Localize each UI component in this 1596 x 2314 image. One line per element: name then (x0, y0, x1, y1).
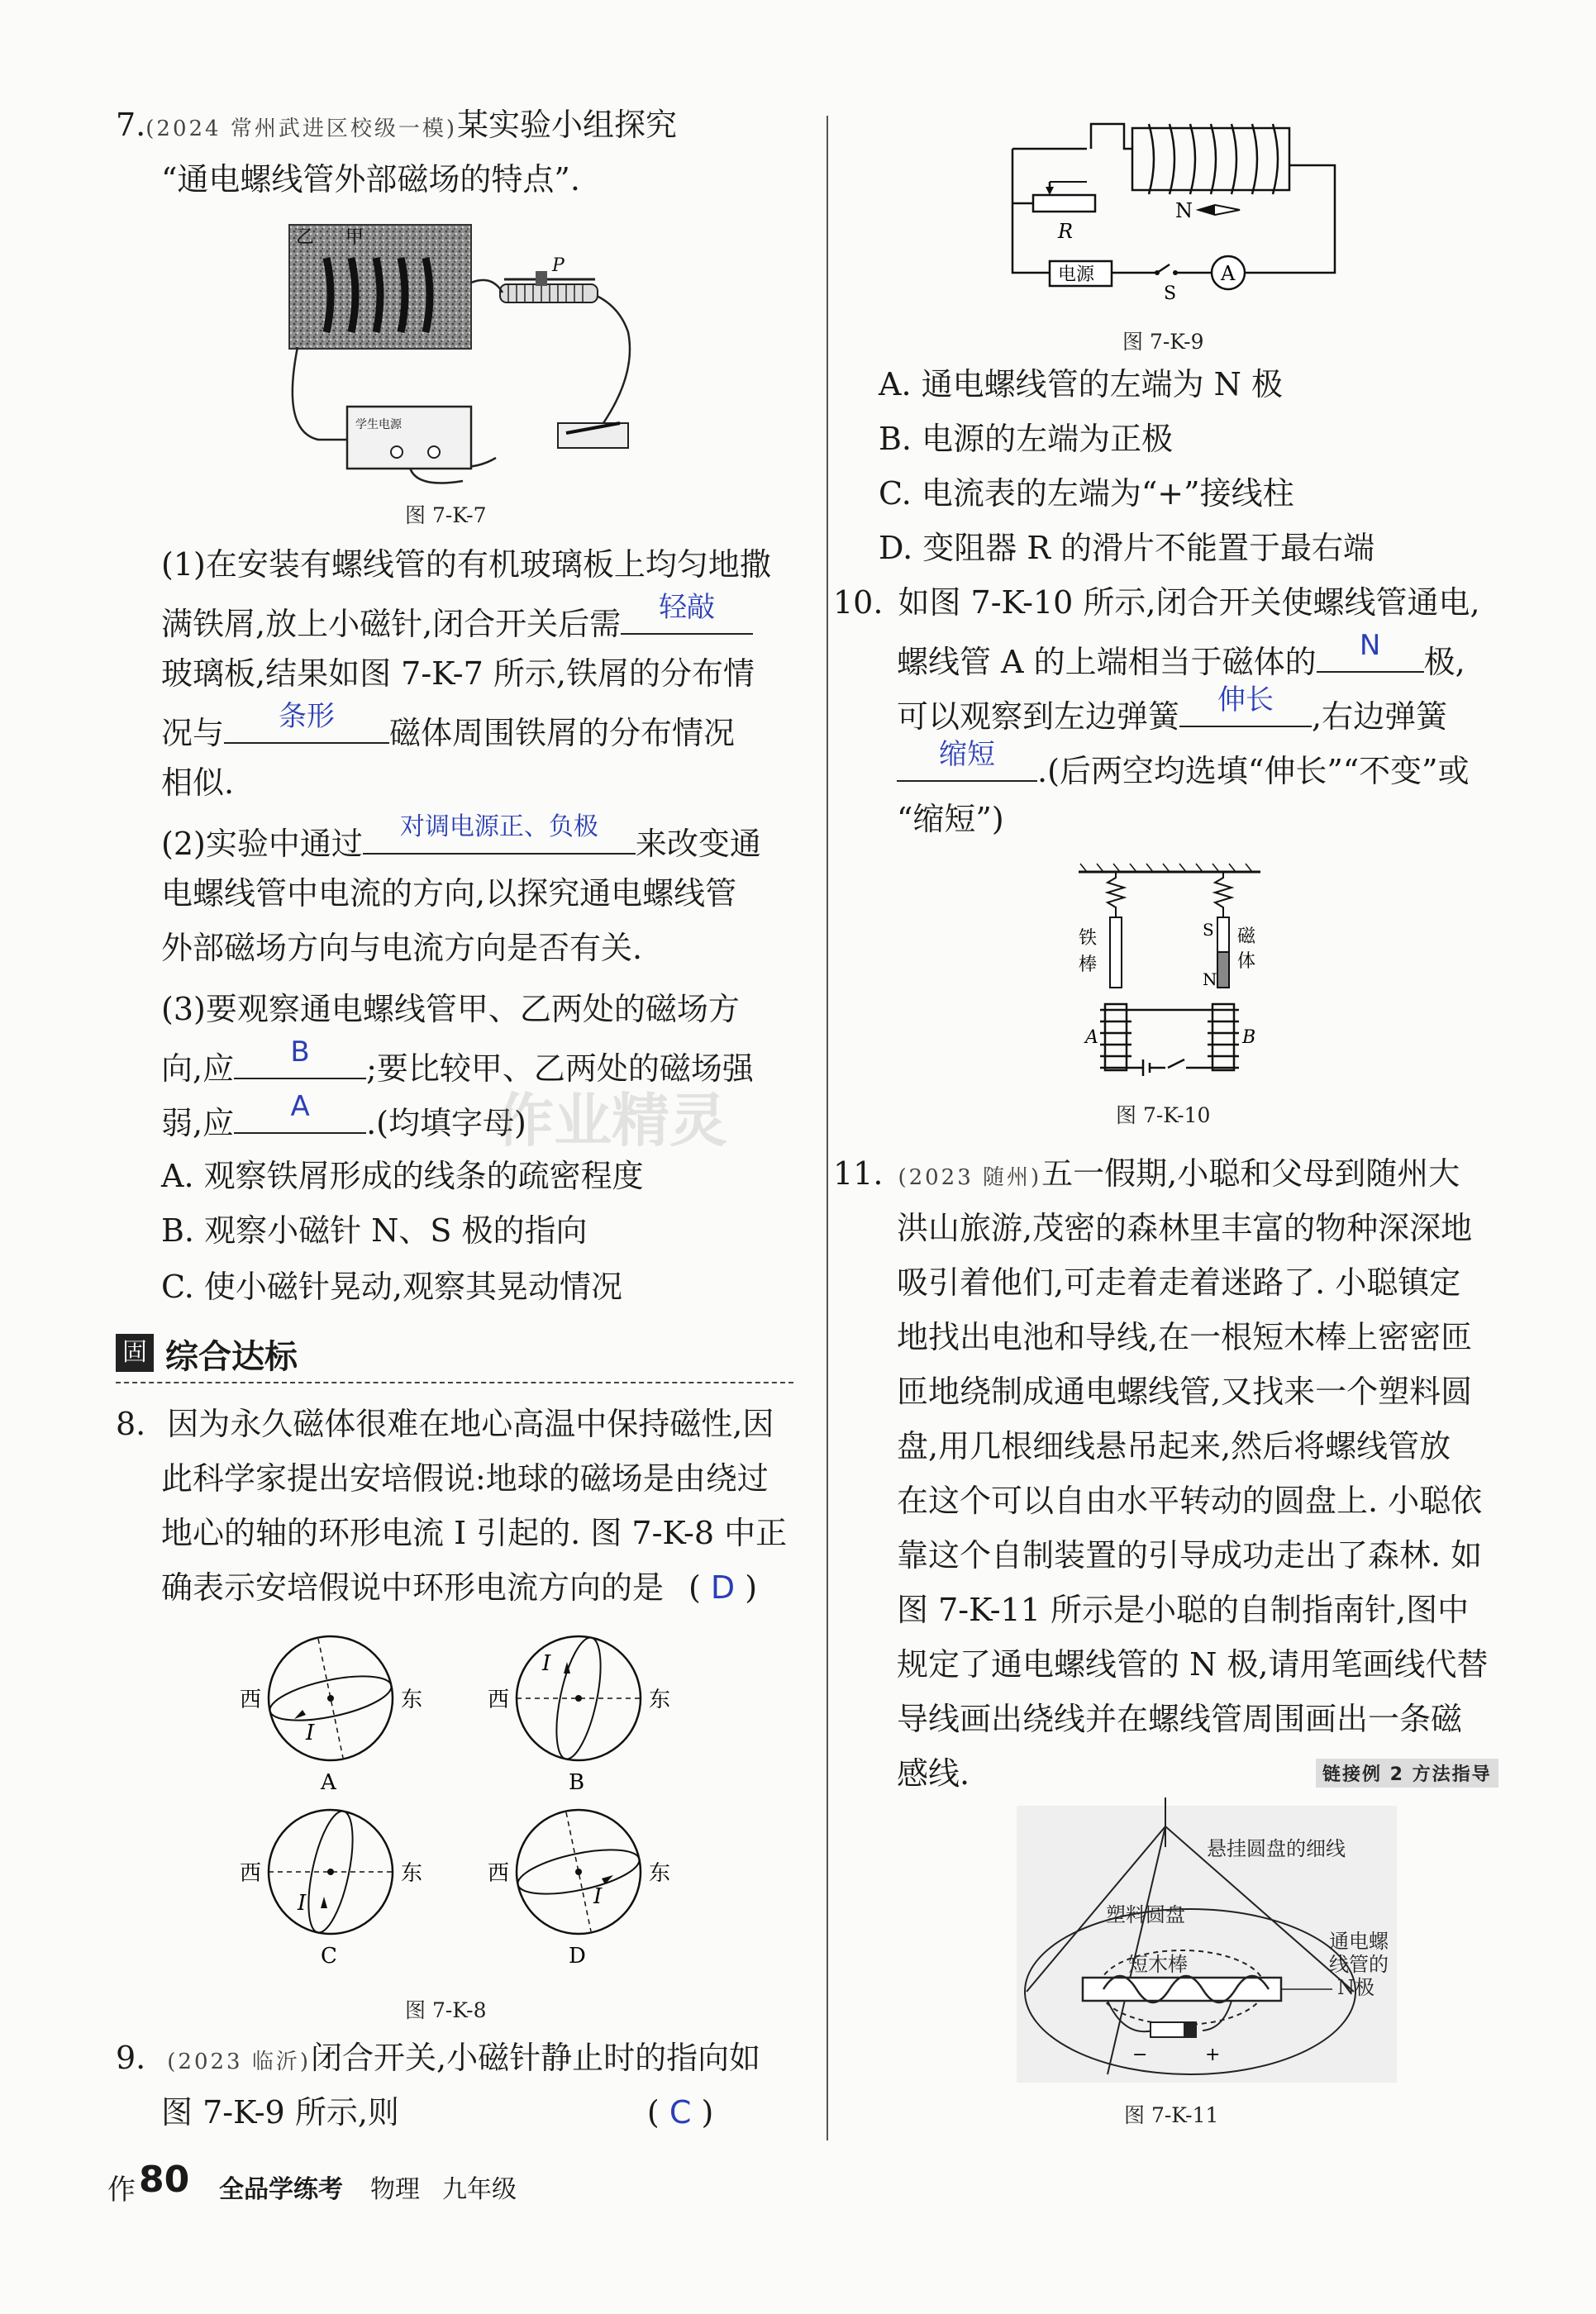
q11-line2: 洪山旅游,茂密的森林里丰富的物种深深地 (897, 1210, 1473, 1246)
solenoid-tube (1132, 128, 1289, 190)
q8-line3: 地心的轴的环形电流 I 引起的. 图 7-K-8 中正 (161, 1515, 788, 1551)
q10-line3: 可以观察到左边弹簧 伸长 ,右边弹簧 (897, 683, 1448, 735)
q9-option-b: B. 电源的左端为正极 (879, 421, 1174, 457)
q7-p2-line2: 电螺线管中电流的方向,以探究通电螺线管 (161, 875, 737, 912)
svg-text:线管的: 线管的 (1329, 1953, 1389, 1976)
right-spring (1215, 872, 1232, 917)
svg-text:B: B (569, 1770, 585, 1795)
svg-text:短木棒: 短木棒 (1128, 1953, 1188, 1976)
svg-text:A: A (1085, 1027, 1098, 1048)
q11-line10: 规定了通电螺线管的 N 极,请用笔画线代替 (897, 1646, 1489, 1683)
svg-text:西: 西 (488, 1688, 510, 1712)
svg-text:N极: N极 (1337, 1976, 1374, 1999)
svg-text:I: I (593, 1884, 603, 1909)
q11-line7: 在这个可以自由水平转动的圆盘上. 小聪依 (897, 1483, 1483, 1519)
svg-text:铁: 铁 (1079, 928, 1098, 949)
magnet-s (1217, 917, 1229, 952)
svg-text:A: A (1221, 262, 1236, 285)
blank-7-1-a: 轻敲 (621, 598, 753, 635)
q11-line9: 图 7-K-11 所示是小聪的自制指南针,图中 (897, 1592, 1470, 1628)
q7-option-b: B. 观察小磁针 N、S 极的指向 (161, 1212, 588, 1249)
section-divider (116, 1382, 793, 1383)
solenoid-a (1105, 1004, 1127, 1070)
blank-7-2: 对调电源正、负极 (363, 818, 636, 855)
q7-option-a: A. 观察铁屑形成的线条的疏密程度 (161, 1158, 644, 1194)
magnet-n (1217, 952, 1229, 988)
iron-rod (1110, 917, 1122, 988)
q11-line12: 感线. (897, 1755, 970, 1792)
figure-7-K-11 (1008, 1797, 1405, 2095)
q8-line4: 确表示安培假说中环形电流方向的是 ( D ) (161, 1569, 758, 1606)
footer-book: 全品学练考 (219, 2175, 343, 2204)
q9-option-d: D. 变阻器 R 的滑片不能置于最右端 (879, 530, 1375, 566)
q11-line1: 11. (2023 随州)五一假期,小聪和父母到随州大 (833, 1155, 1460, 1192)
q7-p2-line1: (2)实验中通过 对调电源正、负极 来改变通 (161, 812, 761, 862)
footer-subject: 物理 (370, 2175, 420, 2204)
q9-answer: C (669, 2094, 692, 2131)
svg-text:C: C (321, 1944, 337, 1969)
globe-c (240, 1807, 422, 1969)
link-tag: 链接例 2 方法指导 (1316, 1759, 1498, 1788)
fig-label-p: P (552, 255, 565, 276)
blank-10-b: 伸长 (1179, 691, 1312, 727)
rheostat-r (1033, 195, 1095, 212)
q11-line8: 靠这个自制装置的引导成功走出了森林. 如 (897, 1537, 1483, 1574)
figure-7-K-7 (273, 217, 653, 502)
solenoid-b (1212, 1004, 1234, 1070)
q7-line2: “通电螺线管外部磁场的特点”. (161, 161, 580, 198)
q7-p1-line4: 况与 条形 磁体周围铁屑的分布情况 (161, 700, 736, 751)
svg-text:通电螺: 通电螺 (1329, 1930, 1389, 1953)
q7-p1-line3: 玻璃板,结果如图 7-K-7 所示,铁屑的分布情 (161, 655, 755, 692)
q7-p1-line5: 相似. (161, 764, 235, 801)
q7-p1-line2: 满铁屑,放上小磁针,闭合开关后需 轻敲 (161, 598, 753, 645)
q10-line1: 10. 如图 7-K-10 所示,闭合开关使螺线管通电, (833, 584, 1480, 621)
q7-p3-line1: (3)要观察通电螺线管甲、乙两处的磁场方 (161, 991, 740, 1027)
q7-p3-line2: 向,应 B ;要比较甲、乙两处的磁场强 (161, 1036, 754, 1087)
q7-p3-line3: 弱,应 A .(均填字母) (161, 1090, 526, 1141)
blank-10-a: N (1317, 636, 1424, 673)
svg-text:塑料圆盘: 塑料圆盘 (1106, 1903, 1185, 1926)
fig-7-K-8-caption: 图 7-K-8 (405, 1998, 487, 2022)
svg-text:R: R (1058, 220, 1074, 243)
figure-7-K-8 (223, 1632, 719, 2021)
svg-text:悬挂圆盘的细线: 悬挂圆盘的细线 (1207, 1837, 1346, 1860)
figure-7-K-9 (1000, 116, 1364, 314)
fig-label-jia: 甲 (345, 227, 364, 248)
svg-text:I: I (542, 1651, 551, 1676)
section-title: 综合达标 (165, 1338, 298, 1376)
fig-7-K-11-caption: 图 7-K-11 (1124, 2103, 1219, 2127)
footer-prefix: 作 (107, 2174, 136, 2207)
q10-line5: “缩短”) (897, 801, 1004, 837)
q11-line4: 地找出电池和导线,在一根短木棒上密密匝 (897, 1319, 1473, 1355)
svg-text:I: I (306, 1721, 315, 1745)
q9-option-c: C. 电流表的左端为“+”接线柱 (879, 475, 1294, 512)
svg-text:东: 东 (649, 1861, 671, 1886)
svg-text:学生电源: 学生电源 (355, 418, 402, 431)
svg-text:−: − (1132, 2045, 1148, 2065)
q11-line5: 匝地绕制成通电螺线管,又找来一个塑料圆 (897, 1374, 1473, 1410)
globe-b (488, 1634, 670, 1795)
section-icon: 固 (116, 1334, 154, 1372)
svg-text:东: 东 (401, 1861, 423, 1886)
globe-a (240, 1636, 422, 1795)
q10-line4: 缩短 .(后两空均选填“伸长”“不变”或 (897, 745, 1470, 792)
footer-grade: 九年级 (442, 2175, 517, 2204)
svg-text:西: 西 (240, 1861, 262, 1886)
svg-text:西: 西 (488, 1861, 510, 1886)
fig-label-yi: 乙 (296, 227, 315, 248)
svg-text:体: 体 (1237, 951, 1256, 972)
svg-text:东: 东 (401, 1688, 423, 1712)
left-spring (1108, 872, 1124, 917)
svg-text:B: B (1242, 1027, 1256, 1048)
svg-text:N: N (1203, 969, 1217, 989)
blank-7-3-a: B (234, 1043, 366, 1079)
q11-line11: 导线画出绕线并在螺线管周围画出一条磁 (897, 1701, 1463, 1737)
page-number: 80 (139, 2159, 190, 2201)
globe-d (488, 1810, 670, 1969)
svg-text:棒: 棒 (1079, 955, 1098, 975)
svg-text:东: 东 (649, 1688, 671, 1712)
q7-option-c: C. 使小磁针晃动,观察其晃动情况 (161, 1269, 622, 1305)
svg-text:I: I (298, 1891, 307, 1916)
svg-text:电源: 电源 (1058, 264, 1095, 285)
svg-text:S: S (1203, 920, 1214, 940)
q7-p1-line1: (1)在安装有螺线管的有机玻璃板上均匀地撒 (161, 546, 771, 583)
watermark: 作业精灵 (496, 1087, 727, 1155)
q7-p2-line3: 外部磁场方向与电流方向是否有关. (161, 930, 643, 966)
blank-7-1-b: 条形 (224, 707, 389, 744)
svg-text:+: + (1205, 2045, 1221, 2065)
svg-text:N: N (1175, 199, 1193, 222)
coil-turns (1149, 124, 1278, 194)
svg-text:D: D (569, 1944, 586, 1969)
q11-line3: 吸引着他们,可走着走着迷路了. 小聪镇定 (897, 1264, 1461, 1301)
svg-text:A: A (321, 1770, 336, 1795)
q9-option-a: A. 通电螺线管的左端为 N 极 (879, 366, 1284, 402)
svg-text:S: S (1164, 283, 1177, 304)
q10-line2: 螺线管 A 的上端相当于磁体的 N 极, (897, 629, 1465, 680)
svg-text:西: 西 (240, 1688, 262, 1712)
column-divider (827, 116, 828, 2140)
fig-7-K-7-caption: 图 7-K-7 (405, 503, 487, 527)
blank-10-c: 缩短 (897, 745, 1037, 782)
q11-line6: 盘,用几根细线悬吊起来,然后将螺线管放 (897, 1428, 1451, 1464)
fig-7-K-9-caption: 图 7-K-9 (1122, 330, 1204, 354)
q8-answer: D (710, 1569, 736, 1606)
power-supply (347, 407, 471, 469)
q9-line1: 9. (2023 临沂)闭合开关,小磁针静止时的指向如 (116, 2040, 761, 2076)
blank-7-3-b: A (234, 1097, 366, 1134)
q8-line1: 8. 因为永久磁体很难在地心高温中保持磁性,因 (116, 1406, 774, 1442)
figure-7-K-10 (1070, 859, 1269, 1091)
short-stick (1083, 1978, 1281, 2001)
fig-7-K-10-caption: 图 7-K-10 (1116, 1103, 1211, 1127)
q7-line1: 7.(2024 常州武进区校级一模)某实验小组探究 (116, 107, 678, 143)
q8-line2: 此科学家提出安培假说:地球的磁场是由绕过 (161, 1460, 769, 1497)
q9-line2: 图 7-K-9 所示,则 ( C ) (161, 2094, 714, 2131)
svg-text:磁: 磁 (1237, 926, 1256, 947)
